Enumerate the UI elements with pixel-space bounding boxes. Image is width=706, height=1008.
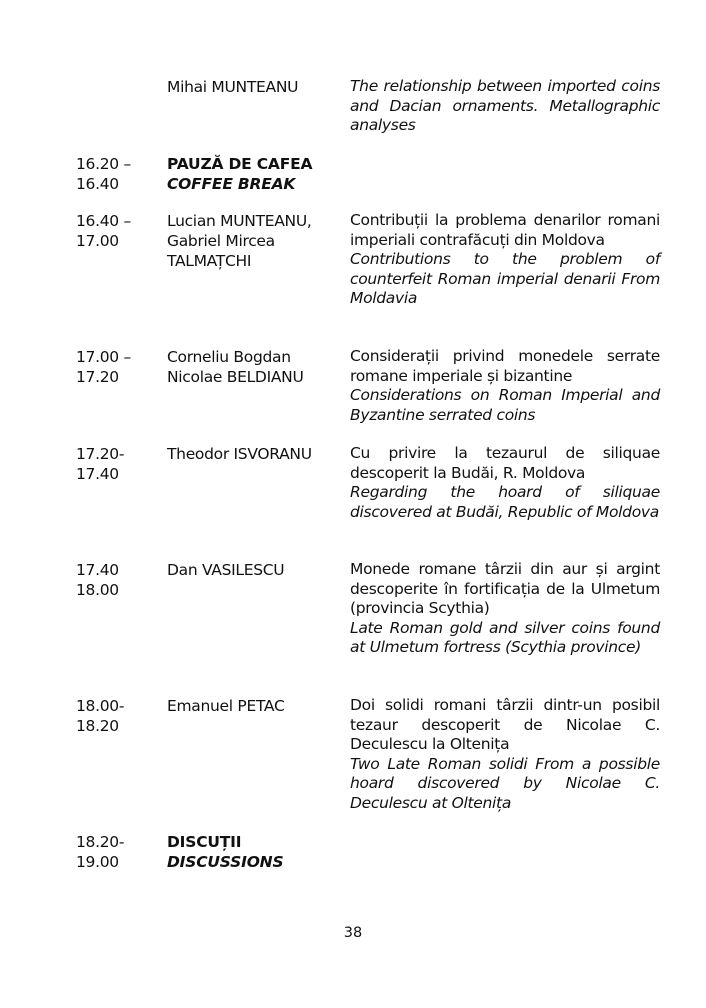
time-slot: 18.00- 18.20 (76, 697, 125, 735)
talk-title (350, 347, 660, 425)
talk-title-en: Considerations on Roman Imperial and Byzantine serrated coins (350, 386, 660, 424)
speaker-name: Emanuel PETAC (167, 697, 285, 715)
talk-title-en: The relationship between imported coins and Dacian ornaments. Metallographic analyses (350, 77, 660, 134)
time-slot: 17.40 18.00 (76, 561, 119, 599)
time-slot: 16.40 – 17.00 (76, 212, 131, 250)
talk-title-en: Contributions to the problem of counterfeit Roman imperial denarii From Moldavia (350, 250, 660, 307)
talk-title-ro: Contribuții la problema denarilor romani imperiali contrafăcuți din Moldova (350, 211, 660, 249)
page-number: 38 (343, 925, 363, 941)
talk-title (350, 211, 660, 309)
time-slot: 17.20- 17.40 (76, 445, 125, 483)
speaker-name: Dan VASILESCU (167, 561, 285, 579)
speaker-name: Corneliu Bogdan Nicolae BELDIANU (167, 348, 304, 386)
talk-title-ro: Considerații privind monedele serrate romane imperiale și bizantine (350, 347, 660, 385)
talk-title-en: Regarding the hoard of siliquae discovered at Budăi, Republic of Moldova (350, 483, 660, 521)
talk-title-en: Late Roman gold and silver coins found at Ulmetum fortress (Scythia province) (350, 618, 660, 656)
talk-title (350, 696, 660, 813)
talk-title-ro: Monede romane târzii din aur și argint descoperite în fortificația de la Ulmetum (provincia Scythia) (350, 560, 660, 617)
talk-title (350, 77, 660, 136)
discussions-label-ro: DISCUȚII (167, 833, 242, 851)
talk-title-en: Two Late Roman solidi From a possible hoard discovered by Nicolae C. Deculescu at Oltenița (350, 754, 660, 812)
break-heading (167, 154, 467, 194)
break-label-ro: PAUZĂ DE CAFEA (167, 155, 313, 173)
talk-title-ro: Cu privire la tezaurul de siliquae descoperit la Budăi, R. Moldova (350, 444, 660, 482)
speaker-name: Mihai MUNTEANU (167, 78, 299, 96)
talk-title-ro: Doi solidi romani târzii dintr-un posibil tezaur descoperit de Nicolae C. Deculescu la Oltenița (350, 696, 660, 753)
speaker-name: Lucian MUNTEANU, Gabriel Mircea TALMAȚCHI (167, 212, 312, 270)
talk-title (350, 444, 660, 522)
time-slot: 18.20- 19.00 (76, 833, 125, 871)
time-slot: 17.00 – 17.20 (76, 348, 131, 386)
talk-title (350, 560, 660, 658)
break-label-en: COFFEE BREAK (167, 175, 296, 193)
speaker-name: Theodor ISVORANU (167, 445, 312, 463)
time-slot: 16.20 – 16.40 (76, 155, 131, 193)
discussions-label-en: DISCUSSIONS (167, 853, 284, 871)
discussions-heading (167, 832, 467, 872)
